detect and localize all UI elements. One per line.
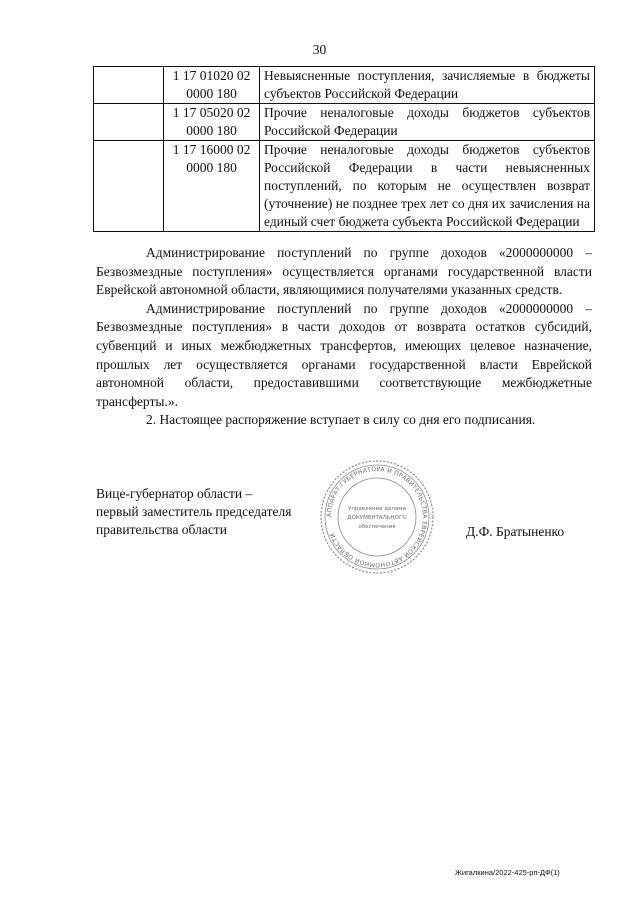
paragraph-administration: Администрирование поступлений по группе доходов «2000000000 – Безвозмездные поступления» осуществляется органами государственной власти Еврейской автономной области, являющимися получателями указанных средств. (96, 245, 592, 298)
table-row (94, 67, 595, 104)
seal-inner-line: обеспечения (358, 524, 396, 530)
income-code-cell: 1 17 16000 02 0000 180 (164, 141, 260, 232)
table-row (94, 104, 595, 141)
seal-inner-line: ДОКУМЕНТАЛЬНОГО (347, 515, 407, 521)
signatory-position-line: правительства области (96, 522, 227, 537)
income-description-cell: Невыясненные поступления, зачисляемые в бюджеты субъектов Российской Федерации (260, 67, 595, 104)
body-text (96, 244, 592, 430)
signatory-position-line: первый заместитель председателя (96, 504, 292, 519)
empty-cell (94, 67, 164, 104)
signatory-position-line: Вице-губернатор области – (96, 486, 253, 501)
income-codes-table (93, 66, 595, 232)
income-description-cell: Прочие неналоговые доходы бюджетов субъектов Российской Федерации (260, 104, 595, 141)
page-number: 30 (312, 42, 327, 57)
official-seal (318, 458, 436, 576)
seal-inner-line: Управление делами (347, 506, 407, 512)
signer-name: Д.Ф. Братыненко (466, 524, 565, 539)
paragraph-effective-date: 2. Настоящее распоряжение вступает в силу со дня его подписания. (146, 412, 536, 428)
income-description-cell: Прочие неналоговые доходы бюджетов субъектов Российской Федерации в части невыясненных поступлений, по которым не осуществлен возврат (уточнение) не позднее трех лет со дня их зачисления на единый счет бюджета субъекта Российской Федерации (260, 141, 595, 232)
document-reference: Жигалкина/2022-425-рп-ДФ(1) (455, 868, 560, 877)
empty-cell (94, 141, 164, 232)
seal-ring-text: АППАРАТ ГУБЕРНАТОРА И ПРАВИТЕЛЬСТВА ЕВРЕЙСКОЙ АВТОНОМНОЙ ОБЛАСТИ (325, 465, 429, 569)
table-row (94, 141, 595, 232)
signatory-position (96, 485, 356, 539)
paragraph-administration-refunds: Администрирование поступлений по группе доходов «2000000000 – Безвозмездные поступления» в части доходов от возврата остатков субсидий, субвенций и иных межбюджетных трансфертов, имеющих целевое назначение, прошлых лет осуществляется органами государственной власти Еврейской автономной области, предоставившими соответствующие межбюджетные трансферты.». (96, 300, 592, 409)
income-code-cell: 1 17 05020 02 0000 180 (164, 104, 260, 141)
income-code-cell: 1 17 01020 02 0000 180 (164, 67, 260, 104)
empty-cell (94, 104, 164, 141)
